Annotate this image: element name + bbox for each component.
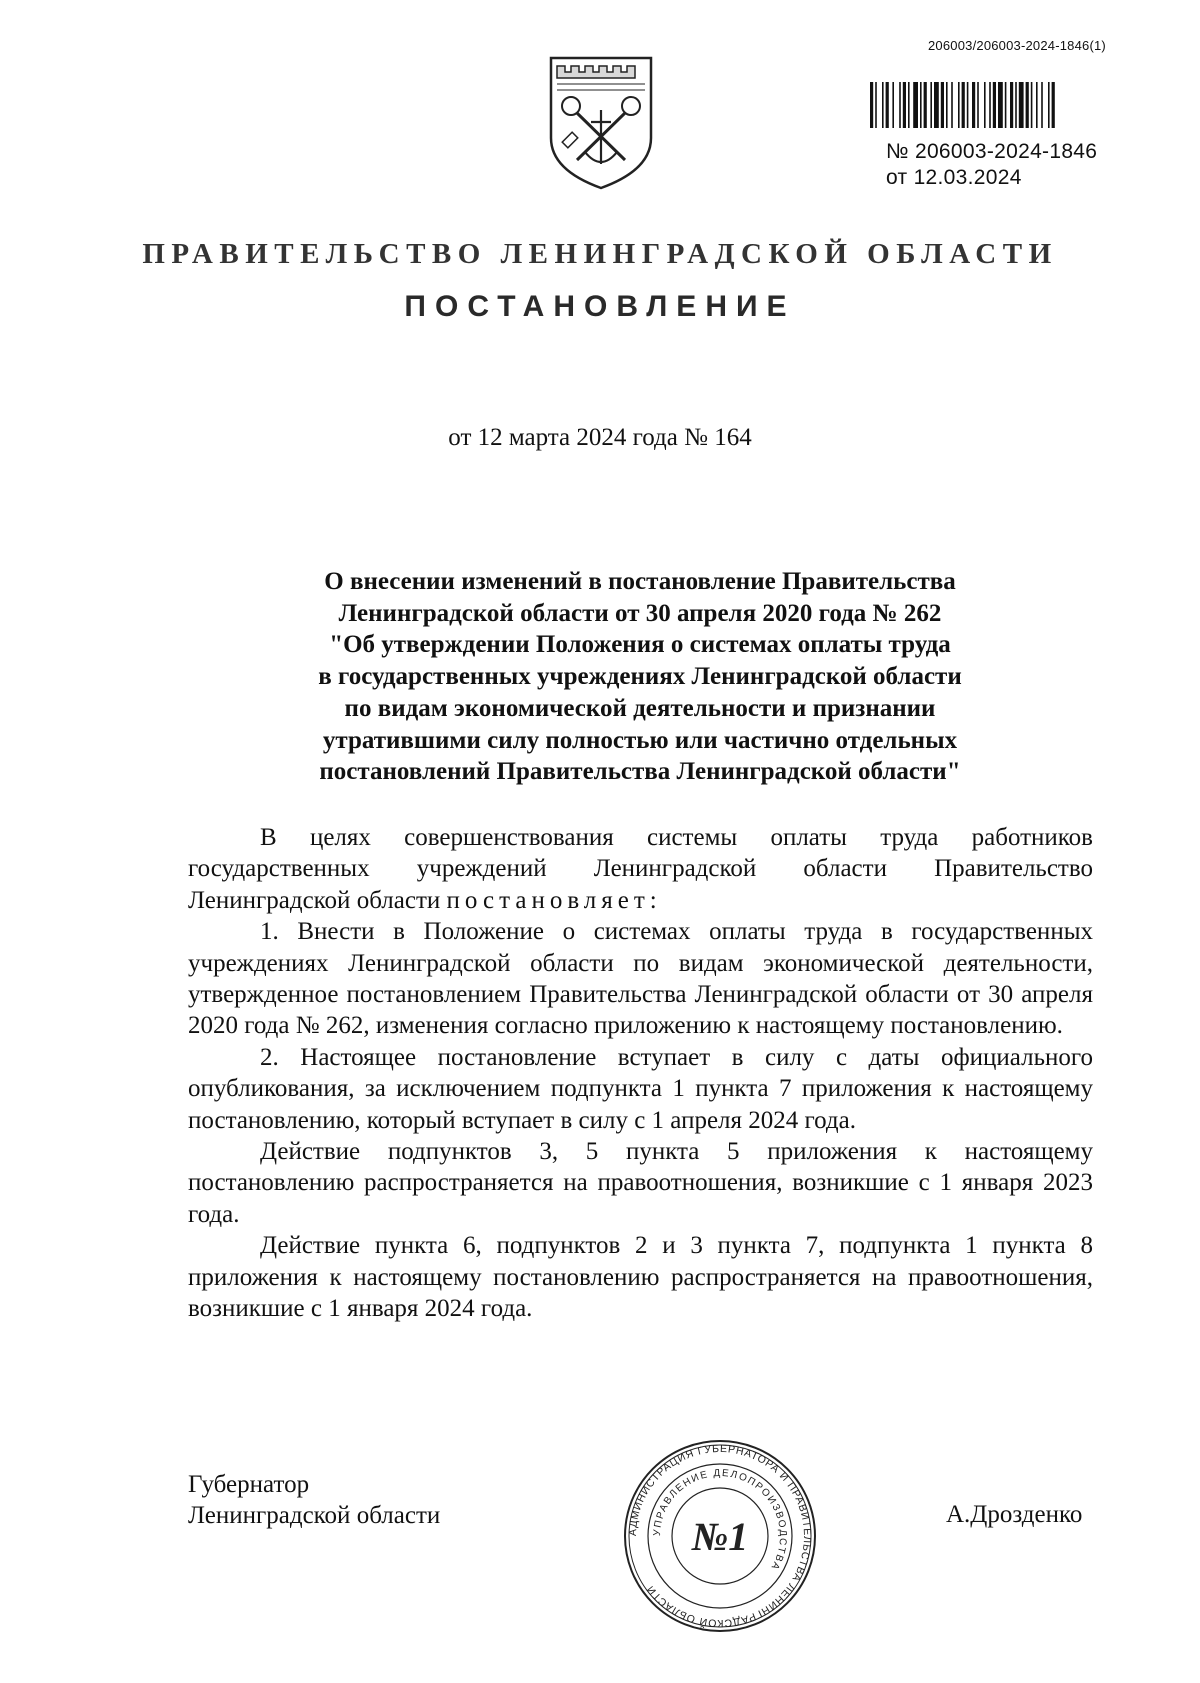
subject-line: "Об утверждении Положения о системах оплаты труда (329, 631, 951, 659)
subject-line: по видам экономической деятельности и признании (344, 694, 936, 722)
registration-number: № 206003-2024-1846 (886, 140, 1098, 163)
stamp-inner-text: УПРАВЛЕНИЕ ДЕЛОПРОИЗВОДСТВА (651, 1467, 789, 1573)
document-subject (272, 566, 1008, 788)
preamble-text: В целях совершенствования системы оплаты труда работников государственных учреждений Ленинградской области Правительство Ленинградской области (188, 824, 1093, 914)
preamble-paragraph (188, 822, 1093, 916)
body-paragraph: Действие подпунктов 3, 5 пункта 5 приложения к настоящему постановлению распространяется на правоотношения, возникшие с 1 января 2023 года. (188, 1138, 1093, 1228)
stamp-outer-text: АДМИНИСТРАЦИЯ ГУБЕРНАТОРА И ПРАВИТЕЛЬСТВА ЛЕНИНГРАДСКОЙ ОБЛАСТИ (626, 1442, 814, 1630)
signatory-title (188, 1469, 440, 1531)
document-type: ПОСТАНОВЛЕНИЕ (404, 290, 796, 323)
subject-line: О внесении изменений в постановление Правительства (324, 568, 956, 595)
body-paragraph: 1. Внести в Положение о системах оплаты труда в государственных учреждениях Ленинградской области по видам экономической деятельности, утвержденное постановлением Правительства Ленинградской области от 30 апреля 2020 года № 262, изменения согласно приложению к настоящему постановлению. (188, 918, 1093, 1040)
signatory-title-line: Ленинградской области (188, 1502, 441, 1529)
government-title: ПРАВИТЕЛЬСТВО ЛЕНИНГРАДСКОЙ ОБЛАСТИ (142, 238, 1058, 270)
resolves-keyword: постановляет: (446, 886, 662, 914)
barcode (870, 82, 1115, 128)
body-paragraph: Действие пункта 6, подпунктов 2 и 3 пункта 7, подпункта 1 пункта 8 приложения к настоящему постановлению распространяется на правоотношения, возникшие с 1 января 2024 года. (188, 1232, 1093, 1323)
body-paragraph: 2. Настоящее постановление вступает в силу с даты официального опубликования, за исключением подпункта 1 пункта 7 приложения к настоящему постановлению, который вступает в силу с 1 апреля 2024 года. (188, 1043, 1093, 1134)
document-date: от 12 марта 2024 года № 164 (448, 424, 752, 451)
subject-line: в государственных учреждениях Ленинградской области (318, 663, 962, 691)
reference-code: 206003/206003-2024-1846(1) (928, 38, 1106, 53)
signatory-name: А.Дрозденко (946, 1501, 1083, 1528)
stamp-number: №1 (691, 1514, 749, 1559)
document-body (188, 822, 1093, 1325)
subject-line: Ленинградской области от 30 апреля 2020 года № 262 (338, 599, 942, 627)
subject-line: утратившими силу полностью или частично отдельных (322, 726, 958, 754)
subject-line: постановлений Правительства Ленинградской области" (319, 758, 961, 786)
official-stamp (622, 1438, 818, 1634)
coat-of-arms-icon (543, 52, 659, 192)
registration-date: от 12.03.2024 (886, 166, 1022, 189)
signatory-title-line: Губернатор (188, 1471, 310, 1498)
